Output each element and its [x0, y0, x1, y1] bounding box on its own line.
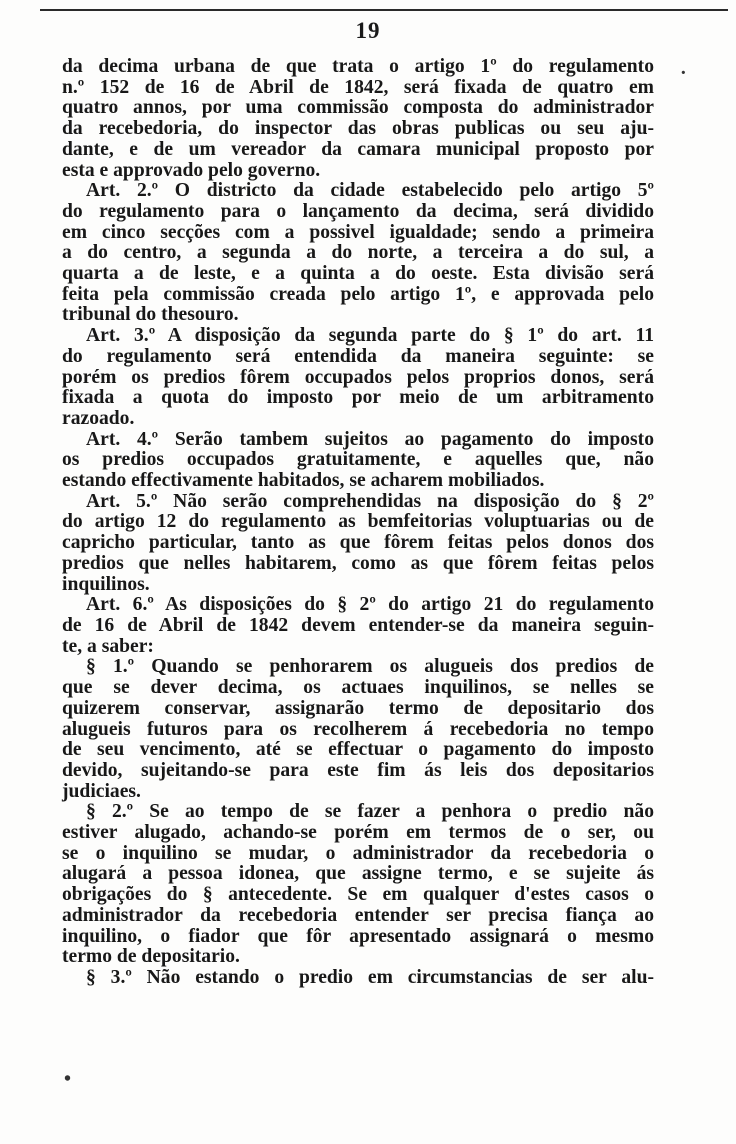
page-body-text: [62, 57, 654, 989]
text-line: de 16 de Abril de 1842 devem entender-se da maneira seguin-: [62, 614, 654, 636]
header-rule: [40, 9, 728, 11]
text-line: § 3.º Não estando o predio em circumstancias de ser alu-: [86, 966, 654, 988]
text-line: do artigo 12 do regulamento as bemfeitorias voluptuarias ou de: [62, 511, 654, 533]
text-line: te, a saber:: [62, 635, 154, 657]
text-line: predios que nelles habitarem, como as que fôrem feitas pelos: [62, 552, 654, 574]
text-line: da recebedoria, do inspector das obras publicas ou seu aju-: [62, 118, 654, 140]
text-line: Art. 5.º Não serão comprehendidas na disposição do § 2º: [86, 490, 654, 512]
text-line: em cinco secções com a possivel igualdade; sendo a primeira: [62, 221, 654, 243]
text-line: feita pela commissão creada pelo artigo 1º, e approvada pelo: [62, 283, 654, 305]
text-line: tribunal do thesouro.: [62, 304, 239, 326]
margin-dot-bottom: •: [64, 1068, 72, 1090]
text-line: quarta a de leste, e a quinta a do oeste. Esta divisão será: [62, 263, 654, 285]
text-line: alugueis futuros para os recolherem á recebedoria no tempo: [62, 718, 654, 740]
text-line: Art. 6.º As disposições do § 2º do artigo 21 do regulamento: [86, 594, 654, 616]
text-line: obrigações do § antecedente. Se em qualquer d'estes casos o: [62, 884, 654, 906]
text-line: dante, e de um vereador da camara municipal proposto por: [62, 138, 654, 160]
text-line: do regulamento para o lançamento da decima, será dividido: [62, 200, 654, 222]
text-line: Art. 3.º A disposição da segunda parte do § 1º do art. 11: [86, 325, 654, 347]
text-line: devido, sujeitando-se para este fim ás leis dos depositarios: [62, 759, 654, 781]
text-line: de seu vencimento, até se effectuar o pagamento do imposto: [62, 739, 654, 761]
text-line: § 1.º Quando se penhorarem os alugueis dos predios de: [86, 656, 654, 678]
text-line: os predios occupados gratuitamente, e aquelles que, não: [62, 449, 654, 471]
text-line: administrador da recebedoria entender ser precisa fiança ao: [62, 904, 654, 926]
text-line: razoado.: [62, 407, 135, 429]
text-line: capricho particular, tanto as que fôrem feitas pelos donos dos: [62, 532, 654, 554]
text-line: Art. 4.º Serão tambem sujeitos ao pagamento do imposto: [86, 428, 654, 450]
text-line: se o inquilino se mudar, o administrador da recebedoria o: [62, 842, 654, 864]
text-line: estiver alugado, achando-se porém em termos de o ser, ou: [62, 822, 654, 844]
text-line: Art. 2.º O districto da cidade estabelecido pelo artigo 5º: [86, 180, 654, 202]
text-line: alugará a pessoa idonea, que assigne termo, e se sujeite ás: [62, 863, 654, 885]
text-line: esta e approvado pelo governo.: [62, 159, 321, 181]
text-line: quizerem conservar, assignarão termo de depositario dos: [62, 697, 654, 719]
text-line: porém os predios fôrem occupados pelos proprios donos, será: [62, 366, 654, 388]
margin-dot-top: ·: [680, 62, 687, 84]
text-line: inquilinos.: [62, 573, 150, 595]
text-line: judiciaes.: [62, 780, 141, 802]
text-line: da decima urbana de que trata o artigo 1º do regulamento: [62, 56, 654, 77]
text-line: n.º 152 de 16 de Abril de 1842, será fixada de quatro em: [62, 76, 654, 98]
text-line: estando effectivamente habitados, se acharem mobiliados.: [62, 470, 545, 492]
text-line: quatro annos, por uma commissão composta do administrador: [62, 97, 654, 119]
text-line: inquilino, o fiador que fôr apresentado assignará o mesmo: [62, 925, 654, 947]
text-line: fixada a quota do imposto por meio de um arbitramento: [62, 387, 654, 409]
text-line: a do centro, a segunda a do norte, a terceira a do sul, a: [62, 242, 654, 264]
text-line: termo de depositario.: [62, 946, 240, 968]
text-line: que se dever decima, os actuaes inquilinos, se nelles se: [62, 677, 654, 699]
text-line: do regulamento será entendida da maneira seguinte: se: [62, 345, 654, 367]
page-number: 19: [355, 18, 381, 43]
text-line: § 2.º Se ao tempo de se fazer a penhora o predio não: [86, 801, 654, 823]
